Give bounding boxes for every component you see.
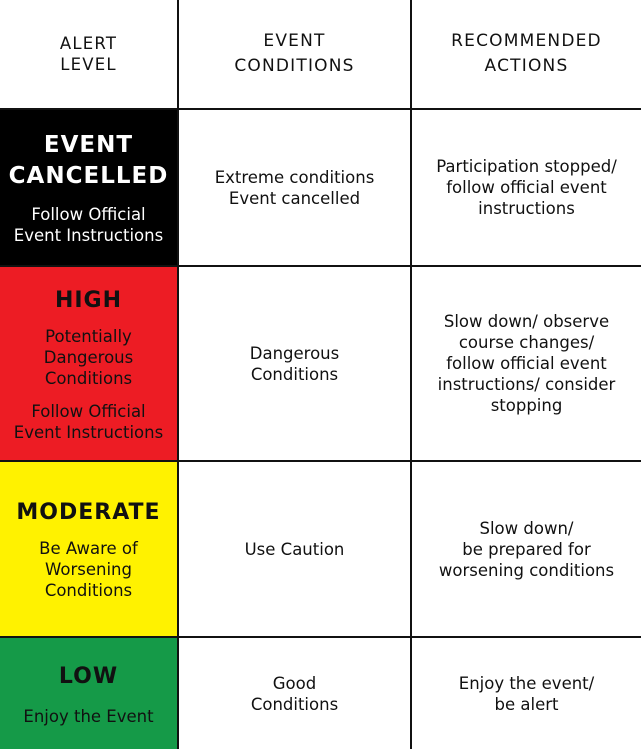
- conditions-cell: [179, 462, 412, 638]
- header-alert-level: [0, 0, 179, 110]
- header-recommended-actions-text: RECOMMENDED ACTIONS: [451, 31, 602, 76]
- level-cell-event-cancelled: [0, 110, 179, 267]
- actions-cell: [412, 462, 641, 638]
- level-title: MODERATE: [16, 500, 161, 525]
- actions-text: Enjoy the event/ be alert: [458, 673, 595, 714]
- level-title: HIGH: [54, 287, 123, 313]
- actions-text: Slow down/ be prepared for worsening conditions: [438, 518, 615, 580]
- header-event-conditions-text: EVENT CONDITIONS: [234, 31, 355, 76]
- level-note: Potentially Dangerous Conditions: [43, 326, 134, 388]
- level-note: Follow Official Event Instructions: [13, 204, 164, 245]
- conditions-cell: [179, 110, 412, 267]
- conditions-cell: [179, 638, 412, 749]
- level-note: Be Aware of Worsening Conditions: [39, 539, 138, 600]
- level-note: Follow Official Event Instructions: [13, 401, 164, 442]
- conditions-text: Good Conditions: [250, 673, 339, 714]
- conditions-text: Use Caution: [244, 539, 345, 559]
- conditions-cell: [179, 267, 412, 462]
- header-event-conditions: [179, 0, 412, 110]
- conditions-text: Dangerous Conditions: [249, 343, 340, 384]
- actions-text: Participation stopped/ follow official event instructions: [436, 157, 617, 218]
- level-cell-high: [0, 267, 179, 462]
- header-recommended-actions: [412, 0, 641, 110]
- header-alert-level-text: ALERT LEVEL: [59, 34, 118, 74]
- actions-cell: [412, 110, 641, 267]
- actions-text: Slow down/ observe course changes/ follow official event instructions/ consider stopping: [437, 312, 616, 415]
- conditions-text: Extreme conditions Event cancelled: [214, 167, 375, 208]
- actions-cell: [412, 638, 641, 749]
- level-cell-moderate: [0, 462, 179, 638]
- actions-cell: [412, 267, 641, 462]
- level-cell-low: [0, 638, 179, 749]
- level-title: EVENT CANCELLED: [8, 131, 169, 189]
- level-title: LOW: [58, 663, 119, 689]
- level-note: Enjoy the Event: [23, 706, 154, 726]
